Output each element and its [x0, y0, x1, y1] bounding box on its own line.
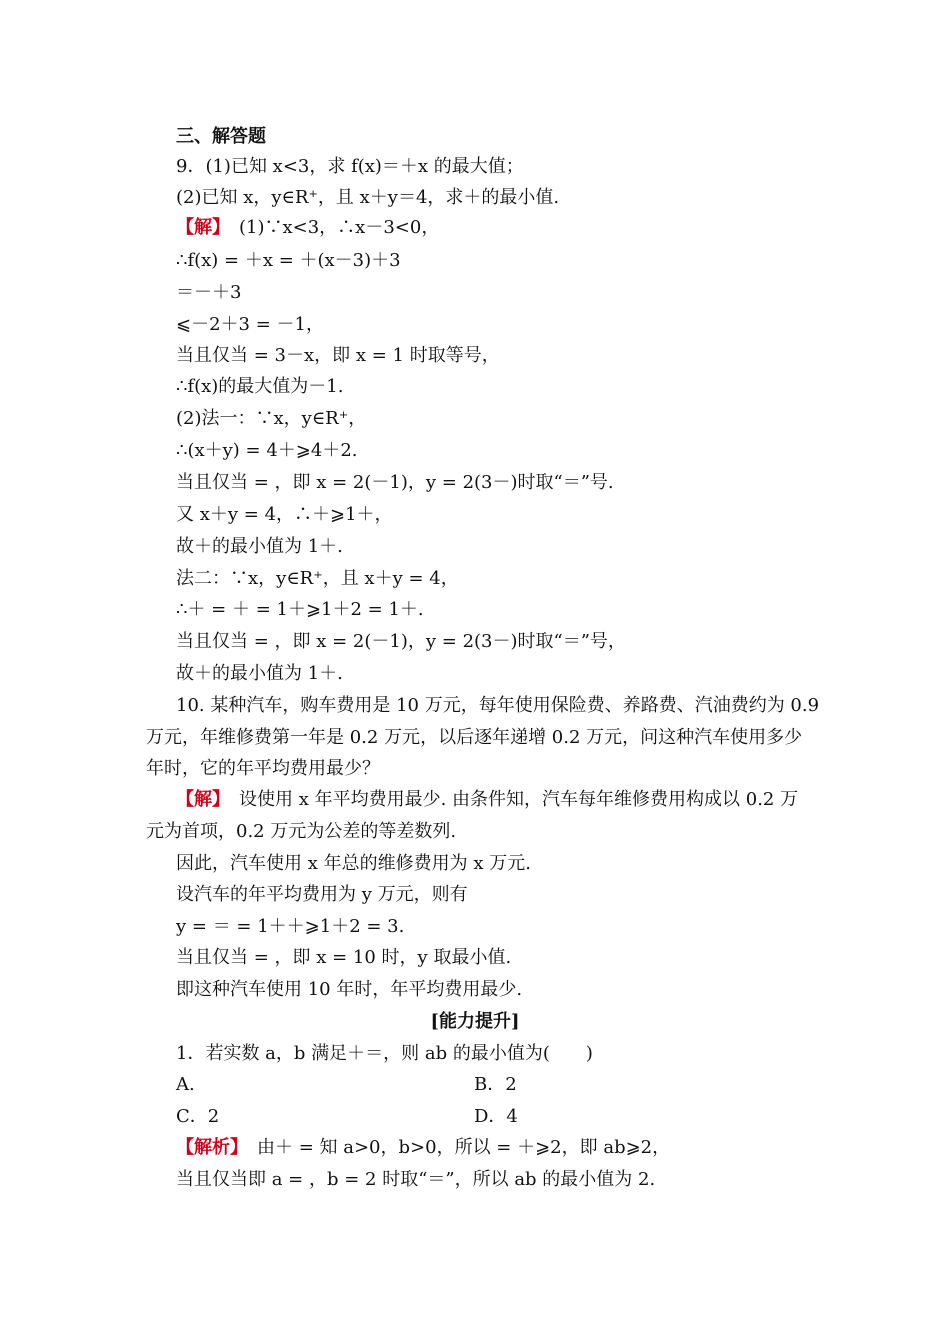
option-c: C．2 [176, 1106, 220, 1127]
option-a: A. [176, 1074, 195, 1095]
q9-part1: 9．(1)已知 x<3，求 f(x)＝＋x 的最大值； [176, 156, 524, 177]
q10-line1: 10. 某种汽车，购车费用是 10 万元，每年使用保险费、养路费、汽油费约为 0.9 [176, 695, 820, 716]
solution-line: 故＋的最小值为 1＋. [176, 663, 343, 684]
solution-line: 当且仅当 = ，即 x = 10 时，y 取最小值. [176, 947, 512, 968]
solution-line: ∴(x＋y) = 4＋⩾4＋2. [176, 440, 358, 461]
option-d: D．4 [474, 1106, 518, 1127]
solution-line: 设汽车的年平均费用为 y 万元，则有 [176, 884, 468, 905]
solution-tag: 【解】 [176, 217, 221, 238]
solution-line: 元为首项，0.2 万元为公差的等差数列. [146, 821, 457, 842]
mc-analysis-line: 当且仅当即 a = ，b = 2 时取“＝”，所以 ab 的最小值为 2. [176, 1169, 656, 1190]
solution-line: ＝－＋3 [176, 282, 242, 303]
q10-line3: 年时，它的年平均费用最少？ [146, 758, 380, 779]
solution-line: 当且仅当 = ，即 x = 2(－1)，y = 2(3－)时取“＝”号， [176, 631, 626, 652]
solution-line: 当且仅当 = 3－x，即 x = 1 时取等号， [176, 345, 500, 366]
mc-analysis-start: 【解析】 由＋ = 知 a>0，b>0，所以 = ＋⩾2，即 ab⩾2， [176, 1137, 671, 1158]
solution-line: 法二：∵x，y∈R⁺，且 x＋y = 4， [176, 568, 459, 589]
solution-line: 当且仅当 = ，即 x = 2(－1)，y = 2(3－)时取“＝”号. [176, 472, 614, 493]
q9-part2: (2)已知 x，y∈R⁺，且 x＋y＝4，求＋的最小值. [176, 187, 560, 208]
solution-line: 因此，汽车使用 x 年总的维修费用为 x 万元. [176, 853, 531, 874]
solution-tag: 【解】 [176, 789, 221, 810]
solution-line: ∴f(x) = ＋x = ＋(x－3)＋3 [176, 250, 401, 271]
q10-line2: 万元，年维修费第一年是 0.2 万元，以后逐年递增 0.2 万元，问这种汽车使用多少 [146, 727, 803, 748]
solution-line: 故＋的最小值为 1＋. [176, 536, 343, 557]
ability-title: [能力提升] [430, 1011, 520, 1032]
analysis-tag: 【解析】 [176, 1137, 239, 1158]
q10-solution-start: 【解】 设使用 x 年平均费用最少. 由条件知，汽车每年维修费用构成以 0.2 万 [176, 789, 799, 810]
solution-line: 即这种汽车使用 10 年时，年平均费用最少. [176, 979, 523, 1000]
option-b: B．2 [474, 1074, 517, 1095]
solution-line: ⩽－2＋3 = －1， [176, 314, 324, 335]
solution-line: ∴f(x)的最大值为－1. [176, 376, 344, 397]
section-title: 三、解答题 [176, 126, 266, 147]
solution-line: 又 x＋y = 4，∴＋⩾1＋， [176, 504, 393, 525]
solution-line: y = ＝ = 1＋＋⩾1＋2 = 3. [176, 916, 405, 937]
q9-solution-start: 【解】 (1)∵x<3，∴x－3<0， [176, 217, 440, 238]
mc-stem: 1．若实数 a，b 满足＋＝，则 ab 的最小值为( ) [176, 1043, 593, 1064]
solution-line: ∴＋ = ＋ = 1＋⩾1＋2 = 1＋. [176, 599, 424, 620]
solution-line: (2)法一：∵x，y∈R⁺， [176, 408, 367, 429]
